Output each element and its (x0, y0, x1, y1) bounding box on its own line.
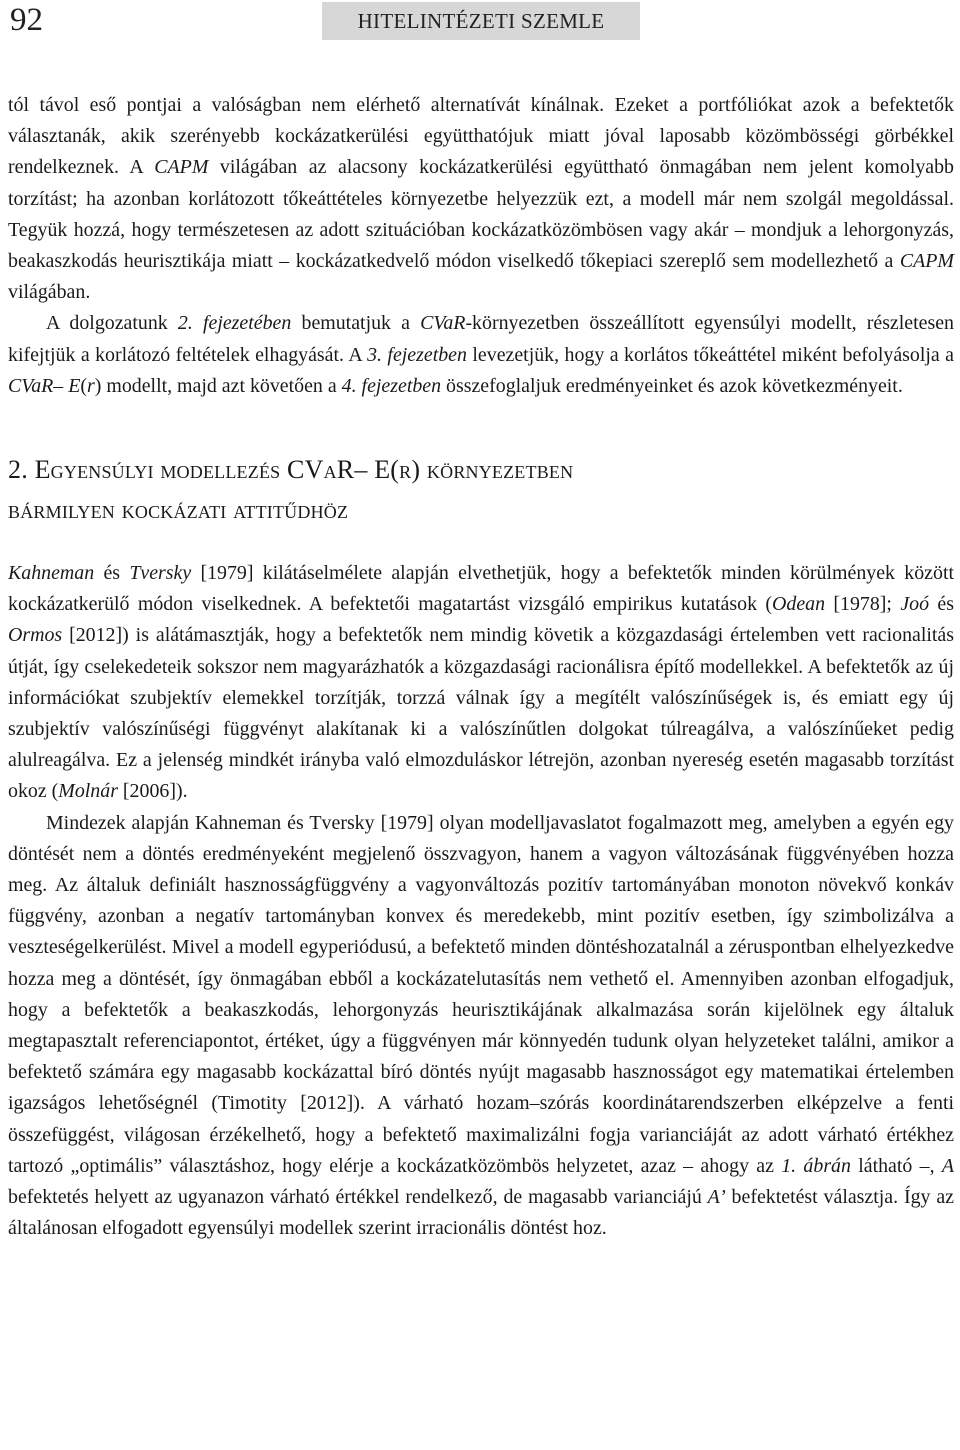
chapter-reference: 4. fejezetben (341, 374, 442, 397)
section-heading (8, 450, 954, 530)
cvar-term: CVaR (420, 312, 466, 335)
text-run: -környezetben összeállított egyensúlyi modellt, részletesen kifejtjük a korlátozó feltételek elhagyását. A (8, 312, 954, 366)
article-body (8, 90, 954, 1245)
author-name: Joó (900, 593, 930, 616)
text-run: [2006]). (117, 780, 188, 803)
capm-term: CAPM (154, 156, 209, 179)
journal-running-head (322, 2, 640, 40)
investment-symbol: A (941, 1154, 954, 1177)
text-run: ) modellt, majd azt követően a (94, 374, 342, 397)
paragraph-3 (8, 558, 954, 808)
text-run: tól távol eső pontjai a valóságban nem elérhető alternatívát kínálnak. Ezeket a portfóliókat azok a befektetők választanák, akik szerényebb kockázatkerülési együtthatójuk miatt jóval laposabb közömbösségi görbékkel rendelkeznek. A (8, 94, 954, 179)
text-run: Mindezek alapján Kahneman és Tversky [1979] olyan modelljavaslatot fogalmazott meg, amelyben a egyén egy döntését nem a döntés eredményeként megjelenő összvagyon, hanem a vagyon változásának függvényében hozza meg. Az általuk definiált hasznosságfüggvény a vagyonváltozás pozitív tartományában monoton növekvő konkáv függvény, azonban a negatív tartományban konvex és meredekebb, mint pozitív esetben, így szimbolizálva a veszteségelkerülést. Mivel a modell egyperiódusú, a befektető minden döntéshozatalnál a zéruspontban elhelyezkedve hozza meg a döntését, így önmagában ebből a kockázatelutasítás nem vethető el. Amennyiben azonban elfogadjuk, hogy a befektetők a beakaszkodás, lehorgonyzás heurisztikájának alkalmazása során kijelölnek egy általuk megtapasztalt referenciapontot, értéket, úgy a függvényen már könnyedén tudunk olyan helyzeteket találni, amikor a befektető számára egy magasabb kockázattal bíró döntés nyújt magasabb hasznosságot egy matematikai értelemben igazságos lehetőségnél (Timotity [2012]). A várható hozam–szórás koordinátarendszerben elképzelve a fenti összefüggést, világosan érzékelhető, hogy a befektető maximalizálni fogja varianciáját az adott várható értékhez tartozó „optimális” választáshoz, hogy elérje a kockázatközömbös helyzetet, azaz – ahogy az (8, 811, 954, 1177)
figure-reference: 1. ábrán (781, 1154, 851, 1177)
section-heading-line-2: bármilyen kockázati attitűdhöz (8, 495, 349, 525)
text-run: A dolgozatunk (46, 312, 178, 335)
author-name: Tversky (129, 562, 192, 585)
text-run: bemutatjuk a (291, 312, 421, 335)
text-run: befektetést választja. Így az általánosan elfogadott egyensúlyi modellek szerint irracionális döntést hoz. (8, 1186, 954, 1240)
paragraph-1 (8, 90, 954, 308)
cvar-term: CVaR– E (8, 374, 81, 397)
chapter-reference: 2. fejezetében (177, 312, 292, 335)
text-run: és (929, 593, 954, 616)
chapter-reference: 3. fejezetben (367, 343, 467, 366)
page-number: 92 (10, 2, 43, 38)
text-run: levezetjük, hogy a korlátos tőkeáttétel miként befolyásolja a (466, 343, 954, 366)
text-run: világában. (8, 281, 91, 304)
paragraph-2 (8, 308, 954, 402)
text-run: világában az alacsony kockázatkerülési együttható önmagában nem jelent komolyabb torzítást; ha azonban korlátozott tőkeáttételes környezetbe helyezzük ezt, a modell már nem szolgál megoldással. Tegyük hozzá, hogy természetesen az adott szituációban kockázatközömbösen vagy akár – mondjuk a lehorgonyzás, beakaszkodás heurisztikája miatt – kockázatkedvelő módon viselkedő tőkepiaci szereplő sem modellezhető a (8, 156, 955, 273)
investment-symbol: A’ (707, 1186, 726, 1209)
paragraph-4 (8, 808, 954, 1245)
author-name: Kahneman (8, 562, 95, 585)
author-name: Ormos (8, 624, 63, 647)
return-symbol: r (87, 374, 95, 397)
section-heading-line-1: 2. Egyensúlyi modellezés CVaR– E(r) környezetben (8, 455, 574, 485)
journal-title: HITELINTÉZETI SZEMLE (357, 8, 605, 33)
author-name: Molnár (58, 780, 118, 803)
text-run: befektetés helyett az ugyanazon várható értékkel rendelkező, de magasabb varianciájú (8, 1186, 708, 1209)
text-run: látható –, (850, 1154, 942, 1177)
text-run: összefoglaljuk eredményeinket és azok következményeit. (441, 374, 903, 397)
text-run: [2012]) is alátámasztják, hogy a befektetők nem mindig követik a közgazdasági értelemben vett racionalitás útját, így cselekedeteik sokszor nem magyarázhatók a közgazdasági racionálisra építő modellekkel. A befektetők az új információkat szubjektív elemekkel torzítják, torzzá válnak így a megítélt valószínűségek is, és emiatt egy új szubjektív valószínűségi függvényt alakítanak ki a valószínűtlen dolgokat túlreagálva, a valószínűeket pedig alulreagálva. Ez a jelenség mindkét irányba való elmozduláskor létrejön, azonban nyereség esetén magasabb torzítást okoz ( (8, 624, 954, 803)
capm-term: CAPM (899, 250, 954, 273)
text-run: és (94, 562, 130, 585)
text-run: ( (80, 374, 87, 397)
text-run: [1979] kilátáselmélete alapján elvethetjük, hogy a befektetők minden körülmények között kockázatkerülő módon viselkednek. A befektetői magatartást vizsgáló empirikus kutatások ( (8, 562, 954, 616)
text-run: [1978]; (825, 593, 901, 616)
author-name: Odean (772, 593, 826, 616)
